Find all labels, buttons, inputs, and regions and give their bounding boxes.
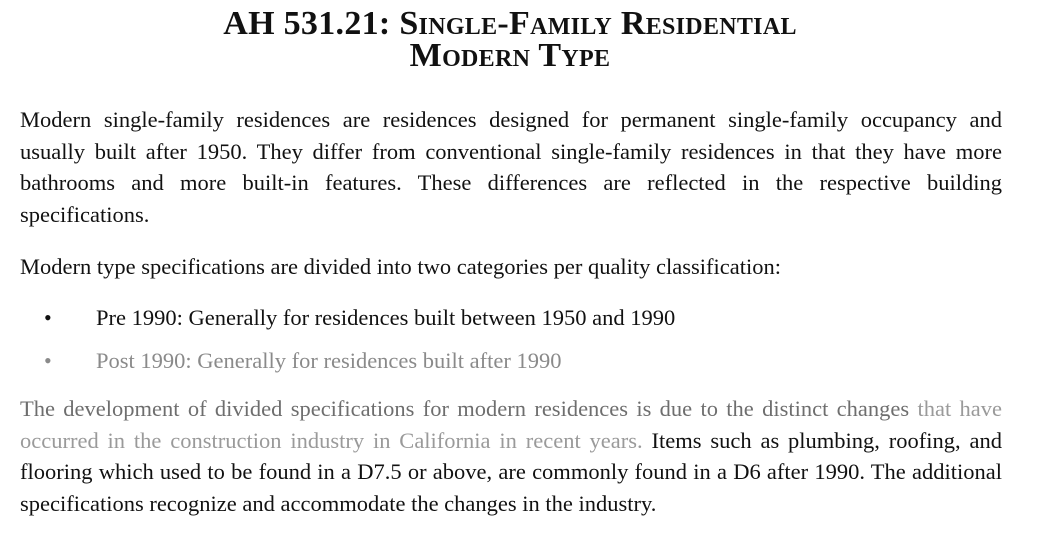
list-item-text: Pre 1990: Generally for residences built between 1950 and 1990 <box>96 305 676 330</box>
list-item <box>44 303 944 333</box>
paragraph-segment: that have occurred in the construction industry in California in recent years. <box>20 396 1002 453</box>
list-item <box>44 346 944 376</box>
categories-paragraph: Modern type specifications are divided into two categories per quality classification: <box>20 254 782 279</box>
bullet-icon: • <box>44 348 52 373</box>
title-line-1: AH 531.21: Single-Family Residential <box>223 5 797 42</box>
intro-paragraph: Modern single-family residences are residences designed for permanent single-family occupancy and usually built after 1950. They differ from conventional single-family residences in that they have more bathrooms and more built-in features. These differences are reflected in the respective building specifications. <box>20 107 1002 227</box>
paragraph-segment: Items such as plumbing, roofing, and flooring which used to be found in a D7.5 or above, are commonly found in a D6 after 1990. The additional specifications recognize and accommodate the changes in the industry. <box>20 427 1002 516</box>
bullet-icon: • <box>44 305 52 330</box>
development-paragraph <box>20 393 1002 519</box>
list-item-text: Post 1990: Generally for residences built after 1990 <box>96 348 562 373</box>
title-line-2: Modern Type <box>409 37 611 74</box>
page-title <box>0 5 1020 74</box>
paragraph-segment: The development of divided specifications for modern residences is due to the distinct changes <box>20 396 910 421</box>
